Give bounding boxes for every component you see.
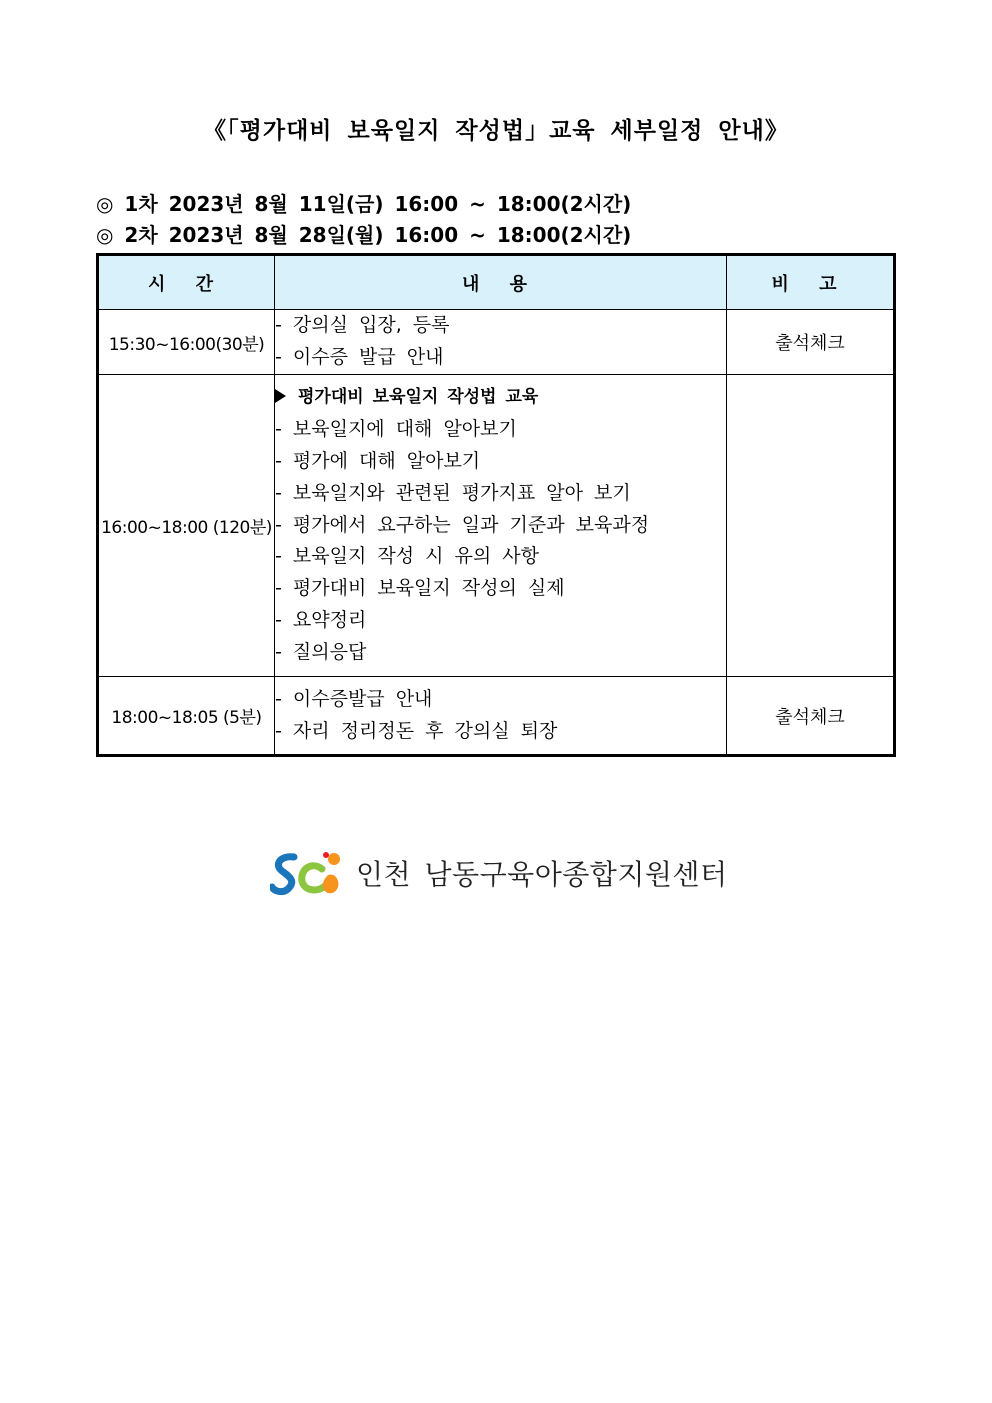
content-item: - 이수증발급 안내	[275, 687, 433, 710]
session-2-schedule: ◎ 2차 2023년 8월 28일(월) 16:00 ~ 18:00(2시간)	[96, 223, 632, 247]
content-item: - 평가에서 요구하는 일과 기준과 보육과정	[275, 513, 650, 536]
header-content: 내 용	[275, 255, 727, 310]
content-item: - 평가에 대해 알아보기	[275, 450, 481, 472]
play-arrow-icon	[275, 389, 286, 403]
table-row	[98, 310, 895, 375]
content-item: - 평가대비 보육일지 작성의 실제	[275, 577, 565, 600]
row-time: 16:00~18:00 (120분)	[98, 375, 275, 677]
content-item: - 보육일지 작성 시 유의 사항	[275, 545, 539, 568]
content-heading-text: 평가대비 보육일지 작성법 교육	[298, 387, 539, 408]
row-content	[275, 677, 727, 756]
content-item: - 질의응답	[275, 640, 367, 663]
footer-logo	[270, 848, 728, 898]
row-content	[275, 375, 727, 677]
row-note: 출석체크	[727, 310, 895, 375]
content-item: - 요약정리	[275, 608, 367, 631]
content-item: - 보육일지에 대해 알아보기	[275, 418, 517, 441]
row-note: 출석체크	[727, 677, 895, 756]
content-item: - 강의실 입장, 등록	[275, 314, 450, 337]
center-logo-icon	[270, 849, 346, 897]
organization-name: 인천 남동구육아종합지원센터	[356, 858, 728, 891]
content-item: - 이수증 발급 안내	[275, 346, 444, 368]
content-item: - 자리 정리정돈 후 강의실 퇴장	[275, 719, 558, 742]
row-time: 15:30~16:00(30분)	[98, 310, 275, 375]
session-1-schedule: ◎ 1차 2023년 8월 11일(금) 16:00 ~ 18:00(2시간)	[96, 192, 632, 216]
row-content	[275, 310, 727, 375]
table-header-row	[98, 255, 895, 310]
table-row	[98, 677, 895, 756]
row-note	[727, 375, 895, 677]
content-heading	[275, 382, 726, 414]
header-note: 비 고	[727, 255, 895, 310]
row-time: 18:00~18:05 (5분)	[98, 677, 275, 756]
content-item: - 보육일지와 관련된 평가지표 알아 보기	[275, 481, 631, 504]
table-row	[98, 375, 895, 677]
page-title: 《「평가대비 보육일지 작성법」교육 세부일정 안내》	[203, 118, 789, 144]
header-time: 시 간	[98, 255, 275, 310]
schedule-table	[96, 253, 896, 757]
